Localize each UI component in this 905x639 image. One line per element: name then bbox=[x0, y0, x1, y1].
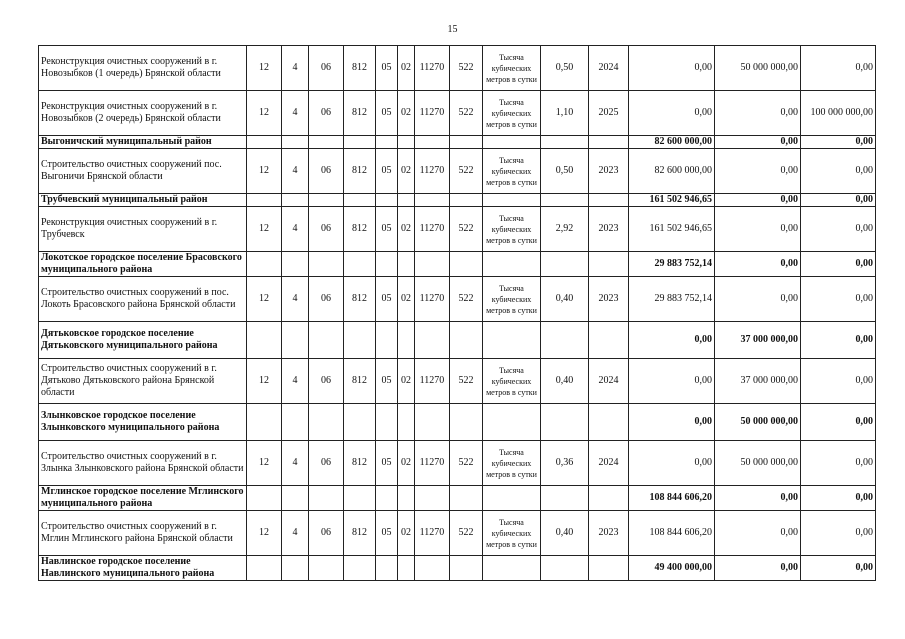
cell-v3: 0,00 bbox=[801, 136, 876, 149]
group-row bbox=[39, 486, 876, 511]
cell-c4 bbox=[344, 194, 376, 207]
cell-unit: Тысяча кубических метров в сутки bbox=[483, 359, 541, 404]
cell-capacity: 0,36 bbox=[541, 441, 589, 486]
cell-year bbox=[589, 556, 629, 581]
table-row bbox=[39, 359, 876, 404]
cell-capacity: 0,50 bbox=[541, 46, 589, 91]
cell-unit bbox=[483, 252, 541, 277]
cell-c5: 05 bbox=[376, 511, 398, 556]
cell-name: Локотское городское поселение Брасовского муниципального района bbox=[39, 252, 247, 277]
cell-c8 bbox=[450, 322, 483, 359]
cell-capacity bbox=[541, 252, 589, 277]
budget-table bbox=[38, 45, 876, 581]
cell-c7: 11270 bbox=[415, 441, 450, 486]
cell-c7: 11270 bbox=[415, 149, 450, 194]
cell-c7 bbox=[415, 252, 450, 277]
cell-name: Реконструкция очистных сооружений в г. Трубчевск bbox=[39, 207, 247, 252]
cell-c7 bbox=[415, 404, 450, 441]
cell-name: Выгоничский муниципальный район bbox=[39, 136, 247, 149]
cell-c8: 522 bbox=[450, 511, 483, 556]
table-row bbox=[39, 207, 876, 252]
cell-c4: 812 bbox=[344, 46, 376, 91]
cell-capacity: 0,40 bbox=[541, 511, 589, 556]
cell-c5 bbox=[376, 136, 398, 149]
table-row bbox=[39, 441, 876, 486]
cell-v3: 0,00 bbox=[801, 556, 876, 581]
cell-v1: 0,00 bbox=[629, 46, 715, 91]
cell-c4 bbox=[344, 486, 376, 511]
cell-c2 bbox=[282, 322, 309, 359]
cell-v1: 108 844 606,20 bbox=[629, 511, 715, 556]
cell-v1: 0,00 bbox=[629, 404, 715, 441]
cell-c1: 12 bbox=[247, 441, 282, 486]
cell-c2: 4 bbox=[282, 441, 309, 486]
cell-v3: 0,00 bbox=[801, 486, 876, 511]
cell-name: Реконструкция очистных сооружений в г. Новозыбков (2 очередь) Брянской области bbox=[39, 91, 247, 136]
cell-v2: 50 000 000,00 bbox=[715, 46, 801, 91]
cell-year: 2024 bbox=[589, 441, 629, 486]
cell-c8: 522 bbox=[450, 149, 483, 194]
cell-year bbox=[589, 404, 629, 441]
cell-c2 bbox=[282, 194, 309, 207]
cell-year bbox=[589, 322, 629, 359]
cell-v3: 100 000 000,00 bbox=[801, 91, 876, 136]
cell-v2: 0,00 bbox=[715, 277, 801, 322]
cell-c1: 12 bbox=[247, 511, 282, 556]
cell-capacity bbox=[541, 556, 589, 581]
cell-unit: Тысяча кубических метров в сутки bbox=[483, 511, 541, 556]
cell-c8 bbox=[450, 556, 483, 581]
cell-c6: 02 bbox=[398, 149, 415, 194]
cell-c8: 522 bbox=[450, 46, 483, 91]
cell-c1 bbox=[247, 252, 282, 277]
cell-c3 bbox=[309, 556, 344, 581]
cell-c7 bbox=[415, 136, 450, 149]
cell-c3 bbox=[309, 194, 344, 207]
cell-c5 bbox=[376, 252, 398, 277]
cell-c3: 06 bbox=[309, 511, 344, 556]
cell-c8: 522 bbox=[450, 359, 483, 404]
cell-v1: 108 844 606,20 bbox=[629, 486, 715, 511]
cell-c7: 11270 bbox=[415, 91, 450, 136]
cell-v2: 50 000 000,00 bbox=[715, 441, 801, 486]
cell-name: Строительство очистных сооружений в г. Мглин Мглинского района Брянской области bbox=[39, 511, 247, 556]
cell-c5: 05 bbox=[376, 149, 398, 194]
cell-c3 bbox=[309, 252, 344, 277]
cell-v3: 0,00 bbox=[801, 207, 876, 252]
cell-c7: 11270 bbox=[415, 207, 450, 252]
cell-name: Навлинское городское поселение Навлинского муниципального района bbox=[39, 556, 247, 581]
cell-name: Строительство очистных сооружений в г. Дятьково Дятьковского района Брянской области bbox=[39, 359, 247, 404]
cell-v3: 0,00 bbox=[801, 194, 876, 207]
cell-c2 bbox=[282, 136, 309, 149]
cell-c5 bbox=[376, 404, 398, 441]
cell-c6: 02 bbox=[398, 359, 415, 404]
cell-c1 bbox=[247, 404, 282, 441]
cell-v3: 0,00 bbox=[801, 511, 876, 556]
cell-c2 bbox=[282, 556, 309, 581]
cell-name: Мглинское городское поселение Мглинского муниципального района bbox=[39, 486, 247, 511]
cell-c5: 05 bbox=[376, 207, 398, 252]
cell-year bbox=[589, 252, 629, 277]
cell-year: 2023 bbox=[589, 149, 629, 194]
cell-capacity: 0,50 bbox=[541, 149, 589, 194]
cell-c7 bbox=[415, 194, 450, 207]
cell-c6 bbox=[398, 486, 415, 511]
cell-v2: 0,00 bbox=[715, 194, 801, 207]
cell-c5: 05 bbox=[376, 46, 398, 91]
cell-v3: 0,00 bbox=[801, 277, 876, 322]
cell-v1: 82 600 000,00 bbox=[629, 136, 715, 149]
cell-capacity bbox=[541, 404, 589, 441]
cell-c2: 4 bbox=[282, 277, 309, 322]
cell-c8 bbox=[450, 404, 483, 441]
cell-unit bbox=[483, 194, 541, 207]
cell-c5: 05 bbox=[376, 441, 398, 486]
cell-c8: 522 bbox=[450, 207, 483, 252]
cell-c6: 02 bbox=[398, 511, 415, 556]
cell-c6 bbox=[398, 252, 415, 277]
cell-name: Строительство очистных сооружений в пос. Локоть Брасовского района Брянской области bbox=[39, 277, 247, 322]
cell-c4: 812 bbox=[344, 91, 376, 136]
cell-c6 bbox=[398, 136, 415, 149]
cell-v1: 0,00 bbox=[629, 441, 715, 486]
cell-v1: 161 502 946,65 bbox=[629, 194, 715, 207]
cell-c1: 12 bbox=[247, 277, 282, 322]
cell-v3: 0,00 bbox=[801, 404, 876, 441]
cell-unit bbox=[483, 556, 541, 581]
cell-year: 2024 bbox=[589, 46, 629, 91]
cell-c3 bbox=[309, 486, 344, 511]
cell-capacity: 0,40 bbox=[541, 359, 589, 404]
cell-v2: 50 000 000,00 bbox=[715, 404, 801, 441]
cell-c1: 12 bbox=[247, 359, 282, 404]
cell-v2: 0,00 bbox=[715, 511, 801, 556]
cell-name: Злынковское городское поселение Злынковского муниципального района bbox=[39, 404, 247, 441]
cell-v1: 29 883 752,14 bbox=[629, 252, 715, 277]
cell-v3: 0,00 bbox=[801, 322, 876, 359]
cell-c6 bbox=[398, 322, 415, 359]
cell-c6 bbox=[398, 556, 415, 581]
cell-c3: 06 bbox=[309, 149, 344, 194]
cell-name: Дятьковское городское поселение Дятьковского муниципального района bbox=[39, 322, 247, 359]
cell-c3: 06 bbox=[309, 359, 344, 404]
cell-c2: 4 bbox=[282, 46, 309, 91]
cell-c3: 06 bbox=[309, 46, 344, 91]
cell-c3 bbox=[309, 322, 344, 359]
cell-c7: 11270 bbox=[415, 359, 450, 404]
cell-unit: Тысяча кубических метров в сутки bbox=[483, 46, 541, 91]
group-row bbox=[39, 404, 876, 441]
table-row bbox=[39, 277, 876, 322]
cell-c1 bbox=[247, 322, 282, 359]
cell-v1: 0,00 bbox=[629, 359, 715, 404]
cell-c8: 522 bbox=[450, 441, 483, 486]
table-row bbox=[39, 511, 876, 556]
cell-c7: 11270 bbox=[415, 277, 450, 322]
cell-c3 bbox=[309, 404, 344, 441]
cell-v1: 29 883 752,14 bbox=[629, 277, 715, 322]
cell-year: 2023 bbox=[589, 277, 629, 322]
cell-c3: 06 bbox=[309, 277, 344, 322]
cell-c4 bbox=[344, 404, 376, 441]
cell-v2: 0,00 bbox=[715, 252, 801, 277]
cell-c4 bbox=[344, 556, 376, 581]
cell-c8: 522 bbox=[450, 91, 483, 136]
cell-c6 bbox=[398, 194, 415, 207]
cell-v1: 82 600 000,00 bbox=[629, 149, 715, 194]
cell-c1: 12 bbox=[247, 149, 282, 194]
cell-capacity bbox=[541, 486, 589, 511]
cell-c6: 02 bbox=[398, 91, 415, 136]
cell-c6 bbox=[398, 404, 415, 441]
group-row bbox=[39, 556, 876, 581]
table-row bbox=[39, 46, 876, 91]
cell-unit bbox=[483, 404, 541, 441]
table-body bbox=[39, 46, 876, 581]
cell-c4 bbox=[344, 252, 376, 277]
cell-year bbox=[589, 486, 629, 511]
cell-v2: 0,00 bbox=[715, 136, 801, 149]
cell-v3: 0,00 bbox=[801, 252, 876, 277]
cell-year: 2024 bbox=[589, 359, 629, 404]
cell-name: Строительство очистных сооружений в г. Злынка Злынковского района Брянской области bbox=[39, 441, 247, 486]
cell-c1 bbox=[247, 556, 282, 581]
cell-c2: 4 bbox=[282, 359, 309, 404]
cell-c3 bbox=[309, 136, 344, 149]
cell-name: Строительство очистных сооружений пос. Выгоничи Брянской области bbox=[39, 149, 247, 194]
cell-v2: 0,00 bbox=[715, 149, 801, 194]
cell-v2: 37 000 000,00 bbox=[715, 322, 801, 359]
cell-c4 bbox=[344, 322, 376, 359]
cell-c3: 06 bbox=[309, 441, 344, 486]
cell-c8 bbox=[450, 486, 483, 511]
cell-c7 bbox=[415, 556, 450, 581]
cell-v3: 0,00 bbox=[801, 46, 876, 91]
cell-unit bbox=[483, 136, 541, 149]
cell-c2: 4 bbox=[282, 511, 309, 556]
cell-c6: 02 bbox=[398, 207, 415, 252]
cell-unit bbox=[483, 486, 541, 511]
cell-unit: Тысяча кубических метров в сутки bbox=[483, 441, 541, 486]
cell-capacity: 0,40 bbox=[541, 277, 589, 322]
cell-v2: 0,00 bbox=[715, 91, 801, 136]
cell-v2: 0,00 bbox=[715, 486, 801, 511]
cell-v2: 0,00 bbox=[715, 556, 801, 581]
cell-c2: 4 bbox=[282, 207, 309, 252]
cell-c2: 4 bbox=[282, 91, 309, 136]
cell-v3: 0,00 bbox=[801, 441, 876, 486]
cell-c4 bbox=[344, 136, 376, 149]
cell-c7 bbox=[415, 322, 450, 359]
table-row bbox=[39, 149, 876, 194]
cell-capacity bbox=[541, 136, 589, 149]
cell-c5 bbox=[376, 194, 398, 207]
cell-unit: Тысяча кубических метров в сутки bbox=[483, 149, 541, 194]
cell-unit: Тысяча кубических метров в сутки bbox=[483, 277, 541, 322]
cell-year bbox=[589, 136, 629, 149]
cell-c2: 4 bbox=[282, 149, 309, 194]
cell-year: 2025 bbox=[589, 91, 629, 136]
cell-c1 bbox=[247, 194, 282, 207]
cell-c4: 812 bbox=[344, 277, 376, 322]
cell-c1: 12 bbox=[247, 46, 282, 91]
page-number: 15 bbox=[447, 24, 458, 35]
cell-year bbox=[589, 194, 629, 207]
cell-c6: 02 bbox=[398, 441, 415, 486]
cell-unit bbox=[483, 322, 541, 359]
cell-capacity: 1,10 bbox=[541, 91, 589, 136]
cell-c8 bbox=[450, 136, 483, 149]
cell-capacity bbox=[541, 194, 589, 207]
cell-c2 bbox=[282, 404, 309, 441]
cell-c5: 05 bbox=[376, 277, 398, 322]
cell-c5 bbox=[376, 322, 398, 359]
cell-c7 bbox=[415, 486, 450, 511]
cell-v1: 161 502 946,65 bbox=[629, 207, 715, 252]
cell-c4: 812 bbox=[344, 149, 376, 194]
cell-year: 2023 bbox=[589, 511, 629, 556]
cell-c3: 06 bbox=[309, 91, 344, 136]
cell-c8: 522 bbox=[450, 277, 483, 322]
cell-v2: 0,00 bbox=[715, 207, 801, 252]
cell-c8 bbox=[450, 252, 483, 277]
cell-name: Реконструкция очистных сооружений в г. Новозыбков (1 очередь) Брянской области bbox=[39, 46, 247, 91]
cell-v1: 0,00 bbox=[629, 91, 715, 136]
table-row bbox=[39, 91, 876, 136]
cell-c7: 11270 bbox=[415, 511, 450, 556]
group-row bbox=[39, 252, 876, 277]
cell-c2 bbox=[282, 486, 309, 511]
cell-v2: 37 000 000,00 bbox=[715, 359, 801, 404]
cell-v3: 0,00 bbox=[801, 359, 876, 404]
cell-name: Трубчевский муниципальный район bbox=[39, 194, 247, 207]
cell-c4: 812 bbox=[344, 207, 376, 252]
cell-c6: 02 bbox=[398, 46, 415, 91]
cell-year: 2023 bbox=[589, 207, 629, 252]
group-row bbox=[39, 194, 876, 207]
cell-unit: Тысяча кубических метров в сутки bbox=[483, 91, 541, 136]
cell-unit: Тысяча кубических метров в сутки bbox=[483, 207, 541, 252]
cell-c6: 02 bbox=[398, 277, 415, 322]
cell-v1: 0,00 bbox=[629, 322, 715, 359]
cell-c5 bbox=[376, 556, 398, 581]
cell-c3: 06 bbox=[309, 207, 344, 252]
cell-c4: 812 bbox=[344, 359, 376, 404]
cell-v1: 49 400 000,00 bbox=[629, 556, 715, 581]
cell-v3: 0,00 bbox=[801, 149, 876, 194]
cell-c1 bbox=[247, 136, 282, 149]
cell-c1 bbox=[247, 486, 282, 511]
cell-c7: 11270 bbox=[415, 46, 450, 91]
group-row bbox=[39, 136, 876, 149]
cell-c8 bbox=[450, 194, 483, 207]
group-row bbox=[39, 322, 876, 359]
cell-capacity: 2,92 bbox=[541, 207, 589, 252]
cell-c5: 05 bbox=[376, 91, 398, 136]
cell-c2 bbox=[282, 252, 309, 277]
cell-c5: 05 bbox=[376, 359, 398, 404]
cell-c1: 12 bbox=[247, 91, 282, 136]
cell-capacity bbox=[541, 322, 589, 359]
cell-c1: 12 bbox=[247, 207, 282, 252]
cell-c4: 812 bbox=[344, 511, 376, 556]
cell-c5 bbox=[376, 486, 398, 511]
cell-c4: 812 bbox=[344, 441, 376, 486]
